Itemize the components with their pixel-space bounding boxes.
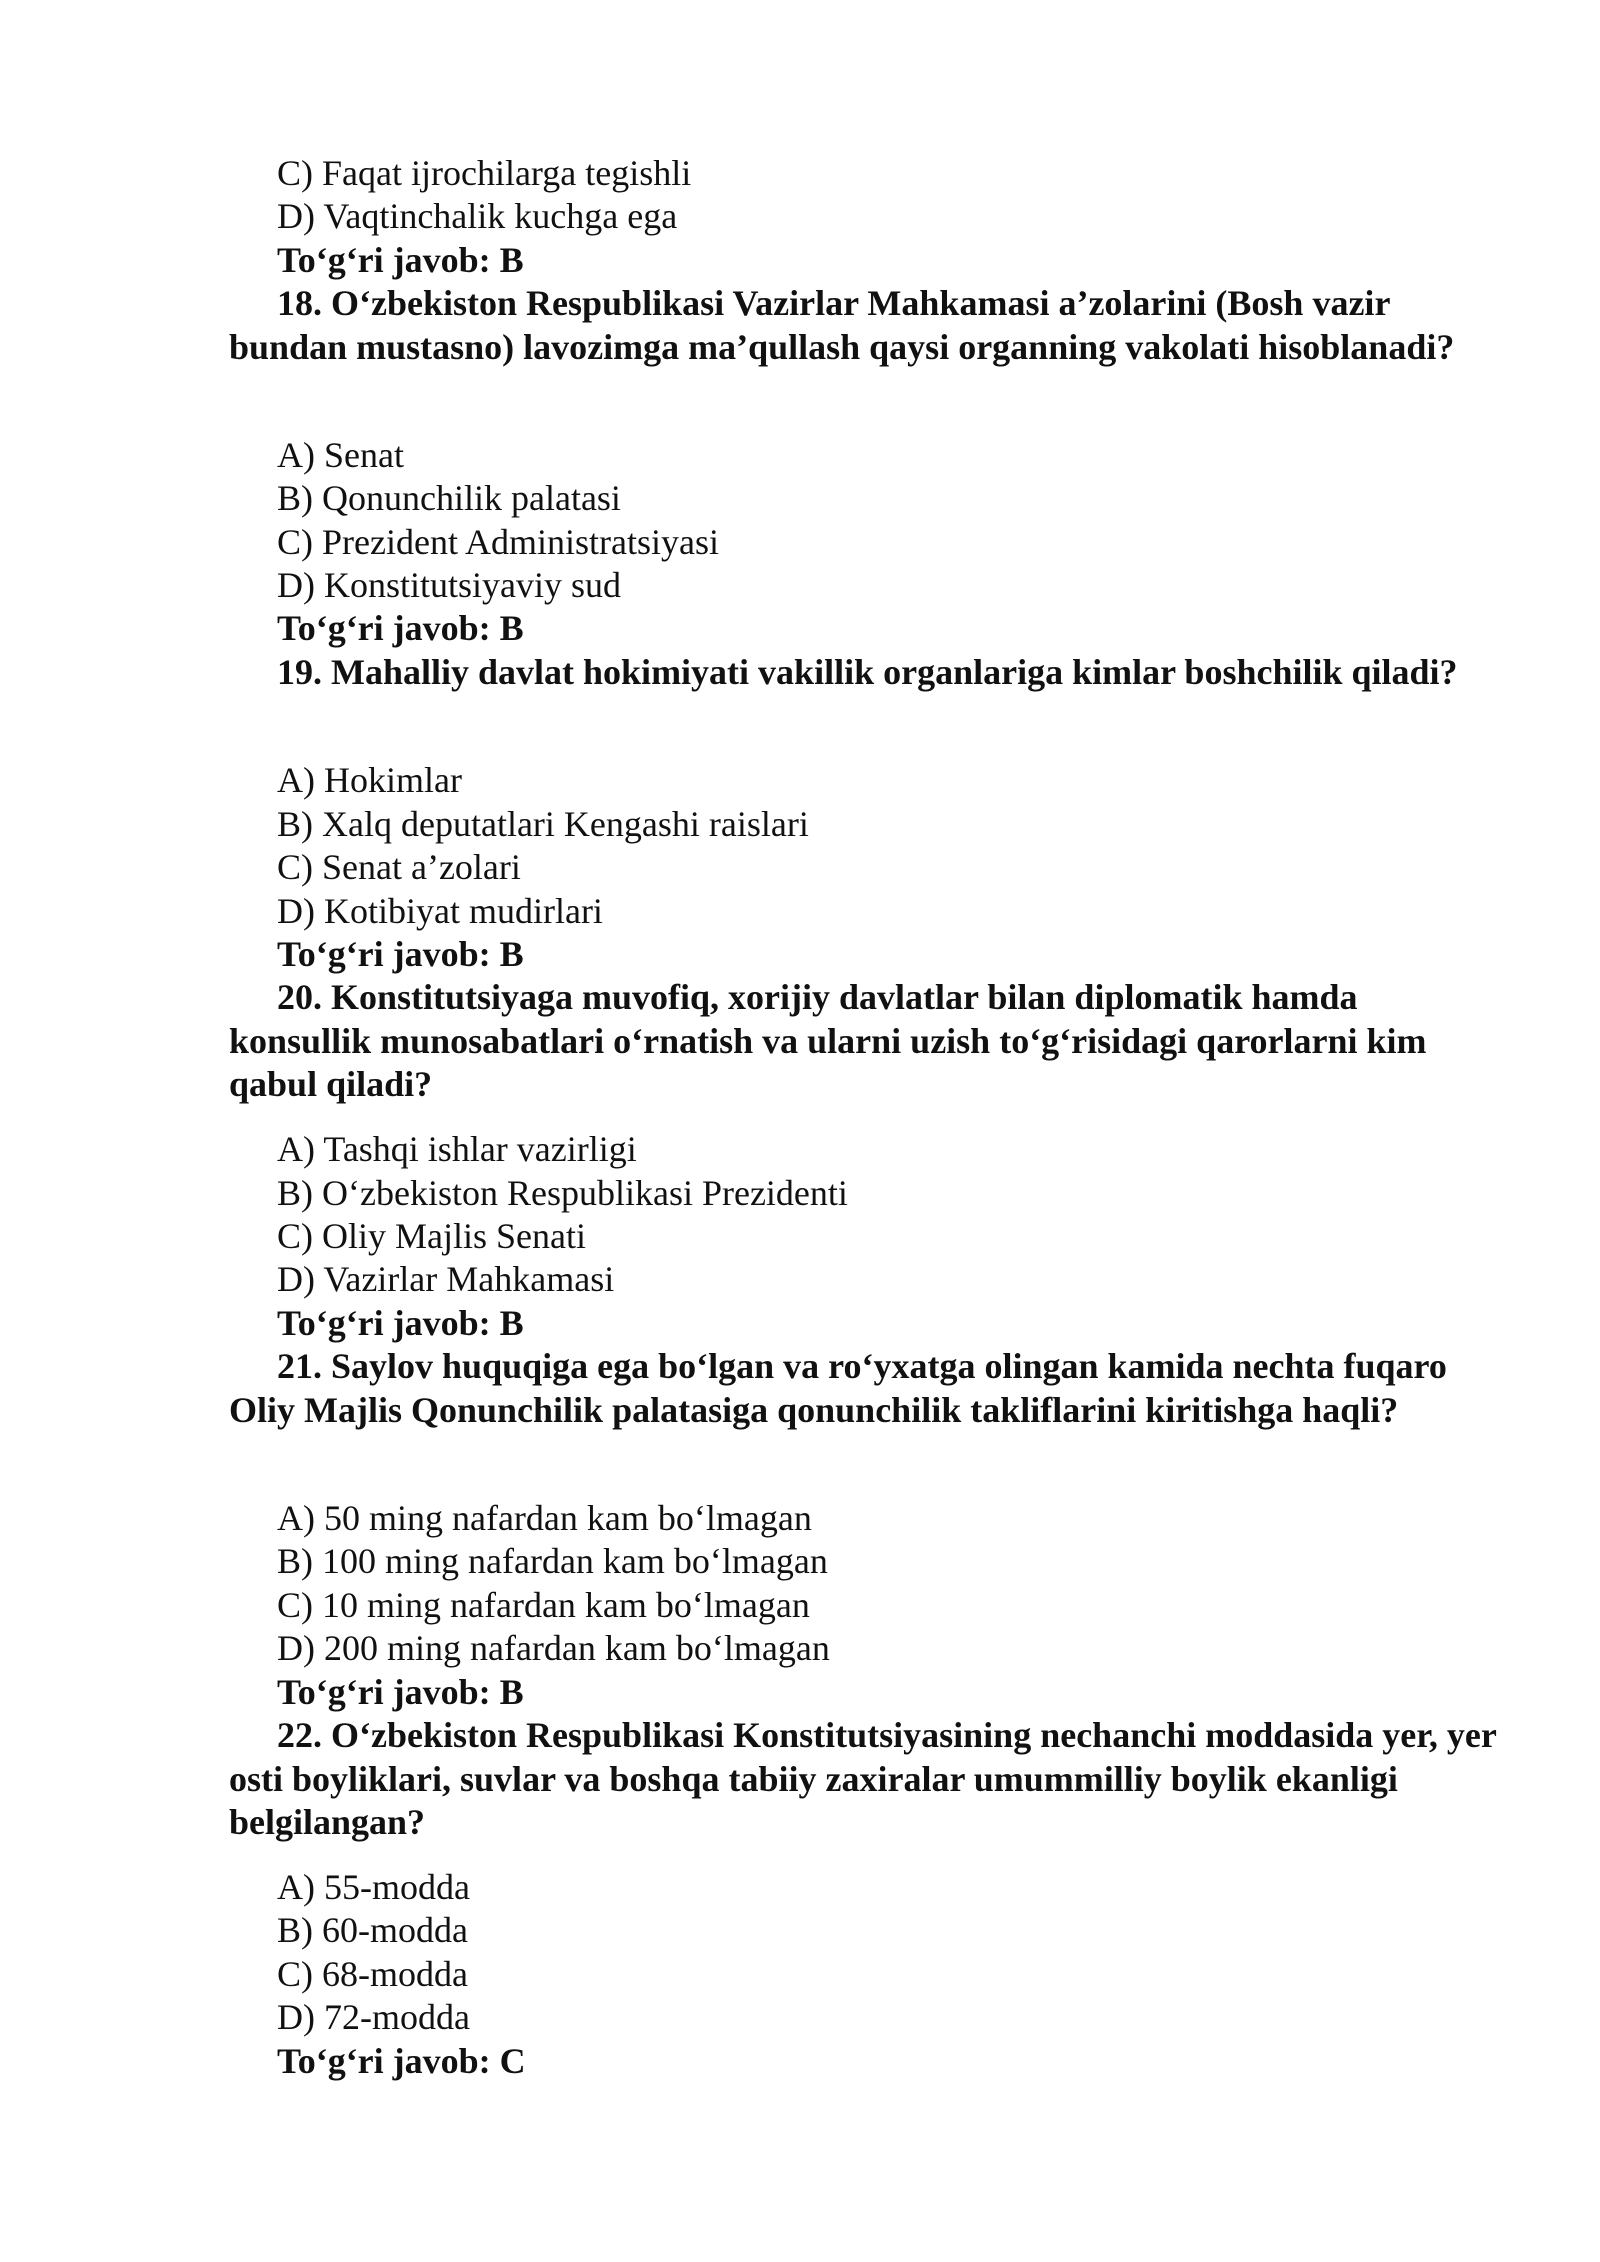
- option-a: A) 55-modda: [277, 1867, 470, 1907]
- option-a: A) Tashqi ishlar vazirligi: [277, 1129, 637, 1169]
- option-d: D) Kotibiyat mudirlari: [277, 891, 603, 931]
- option-b: B) O‘zbekiston Respublikasi Prezidenti: [277, 1173, 848, 1213]
- option-d: D) Vaqtinchalik kuchga ega: [277, 196, 678, 236]
- question-21: [229, 1345, 1499, 1432]
- option-d: D) 200 ming nafardan kam bo‘lmagan: [277, 1628, 830, 1668]
- question-22-text: 22. O‘zbekiston Respublikasi Konstitutsiyasining nechanchi moddasida yer, yer osti boyliklari, suvlar va boshqa tabiiy zaxiralar umummilliy boylik ekanligi belgilangan?: [229, 1715, 1497, 1842]
- option-d: D) Vazirlar Mahkamasi: [277, 1259, 615, 1299]
- option-b: B) 60-modda: [277, 1910, 468, 1950]
- option-a: A) Senat: [277, 435, 404, 475]
- option-b: B) 100 ming nafardan kam bo‘lmagan: [277, 1541, 828, 1581]
- question-22: [229, 1714, 1499, 1845]
- question-21-text: 21. Saylov huquqiga ega bo‘lgan va ro‘yxatga olingan kamida nechta fuqaro Oliy Majlis Qonunchilik palatasiga qonunchilik takliflarini kiritishga haqli?: [229, 1346, 1447, 1430]
- correct-answer: To‘g‘ri javob: C: [277, 2041, 526, 2081]
- option-d: D) Konstitutsiyaviy sud: [277, 565, 622, 605]
- option-b: B) Xalq deputatlari Kengashi raislari: [277, 804, 809, 844]
- correct-answer: To‘g‘ri javob: B: [277, 1303, 524, 1343]
- option-c: C) Oliy Majlis Senati: [277, 1216, 586, 1256]
- question-18-text: 18. O‘zbekiston Respublikasi Vazirlar Mahkamasi a’zolarini (Bosh vazir bundan mustasno) lavozimga ma’qullash qaysi organning vakolati hisoblanadi?: [229, 283, 1455, 367]
- option-c: C) Prezident Administratsiyasi: [277, 522, 719, 562]
- option-b: B) Qonunchilik palatasi: [277, 478, 621, 518]
- option-c: C) 68-modda: [277, 1954, 468, 1994]
- correct-answer: To‘g‘ri javob: B: [277, 934, 524, 974]
- question-18: [229, 282, 1499, 369]
- correct-answer: To‘g‘ri javob: B: [277, 1672, 524, 1712]
- option-a: A) 50 ming nafardan kam bo‘lmagan: [277, 1498, 812, 1538]
- correct-answer: To‘g‘ri javob: B: [277, 608, 524, 648]
- question-20-text: 20. Konstitutsiyaga muvofiq, xorijiy davlatlar bilan diplomatik hamda konsullik munosabatlari o‘rnatish va ularni uzish to‘g‘risidagi qarorlarni kim qabul qiladi?: [229, 977, 1427, 1104]
- option-c: C) 10 ming nafardan kam bo‘lmagan: [277, 1585, 810, 1625]
- correct-answer: To‘g‘ri javob: B: [277, 240, 524, 280]
- option-d: D) 72-modda: [277, 1997, 470, 2037]
- option-c: C) Senat a’zolari: [277, 847, 521, 887]
- option-a: A) Hokimlar: [277, 760, 462, 800]
- option-c: C) Faqat ijrochilarga tegishli: [277, 153, 692, 193]
- question-20: [229, 976, 1499, 1107]
- question-19: [229, 651, 1499, 695]
- question-19-text: 19. Mahalliy davlat hokimiyati vakillik organlariga kimlar boshchilik qiladi?: [277, 652, 1458, 692]
